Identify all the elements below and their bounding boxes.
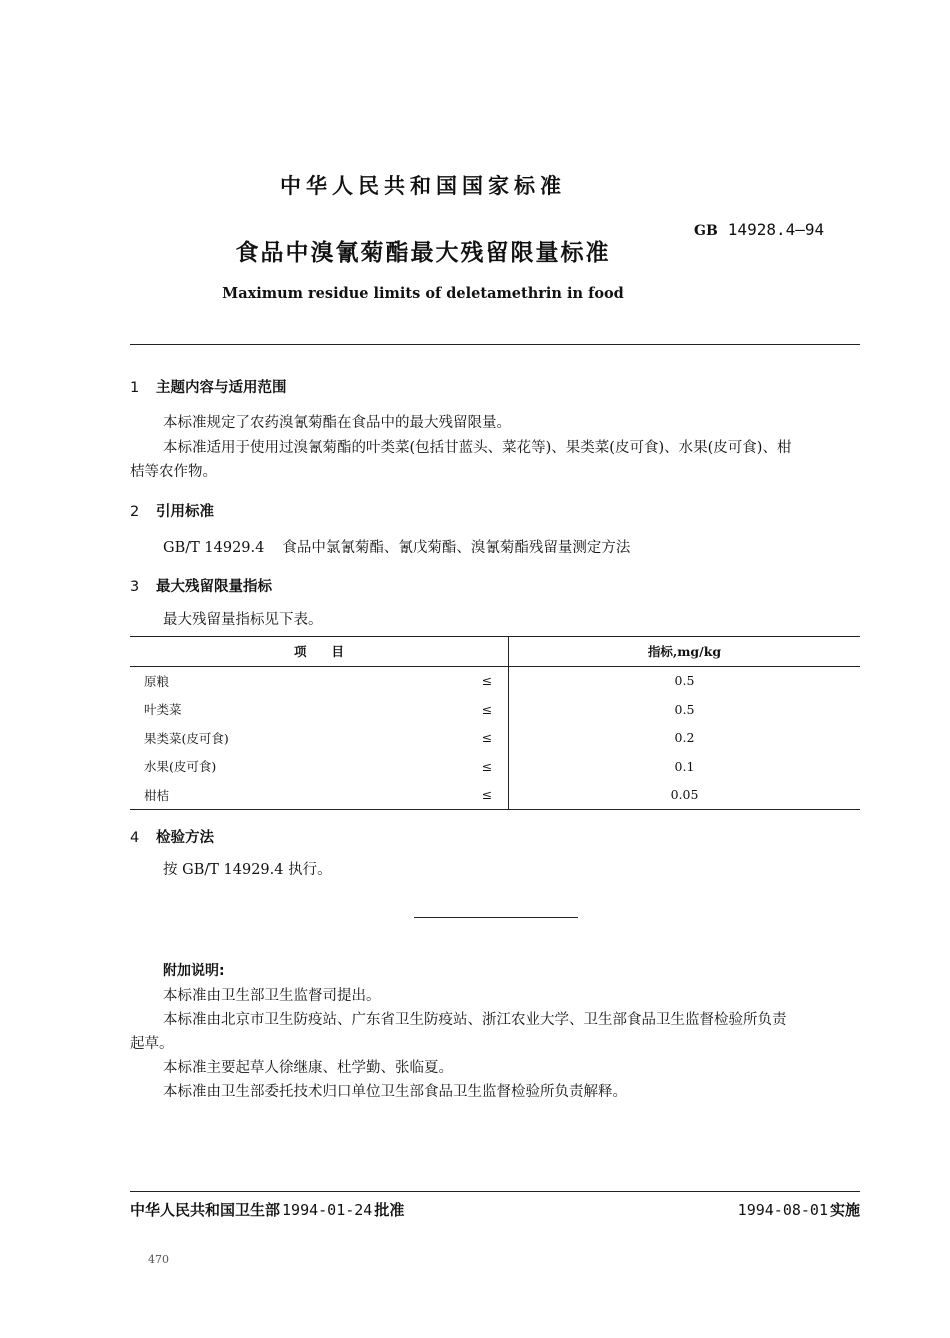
document-title: 食品中溴氰菊酯最大残留限量标准 bbox=[235, 240, 611, 266]
appendix-line: 起草。 bbox=[130, 1036, 174, 1052]
english-title: Maximum residue limits of deletamethrin in food bbox=[222, 285, 624, 302]
reference-entry bbox=[163, 538, 630, 558]
section-title: 主题内容与适用范围 bbox=[156, 380, 287, 396]
approval-statement bbox=[130, 1199, 404, 1220]
row-value: 0.2 bbox=[674, 730, 695, 746]
effective-date: 1994-08-01 bbox=[737, 1201, 828, 1219]
section-1-paragraph-1: 本标准规定了农药溴氰菊酯在食品中的最大残留限量。 bbox=[163, 415, 511, 431]
appendix-line: 本标准由卫生部委托技术归口单位卫生部食品卫生监督检验所负责解释。 bbox=[163, 1084, 627, 1100]
section-number: 2 bbox=[130, 504, 140, 520]
approval-word: 批准 bbox=[374, 1201, 405, 1219]
appendix-line: 本标准由卫生部卫生监督司提出。 bbox=[163, 988, 381, 1004]
appendix-line: 本标准主要起草人徐继康、杜学勤、张临夏。 bbox=[163, 1060, 453, 1076]
row-value: 0.05 bbox=[670, 787, 699, 803]
row-item: 叶类菜 bbox=[144, 702, 182, 718]
section-title: 引用标准 bbox=[156, 504, 214, 520]
row-value: 0.5 bbox=[674, 701, 695, 717]
row-item: 原粮 bbox=[144, 673, 170, 689]
row-item: 水果(皮可食) bbox=[144, 759, 217, 775]
row-operator: ≤ bbox=[466, 695, 509, 724]
approval-date: 1994-01-24 bbox=[282, 1201, 373, 1219]
section-1-paragraph-2: 本标准适用于使用过溴氰菊酯的叶类菜(包括甘蓝头、菜花等)、果类菜(皮可食)、水果(皮可食)、柑 bbox=[163, 440, 792, 456]
table-header-row bbox=[130, 637, 860, 667]
section-4-text: 按 GB/T 14929.4 执行。 bbox=[163, 862, 332, 878]
table-row bbox=[130, 695, 860, 724]
residue-limits-table bbox=[130, 636, 860, 810]
approval-org: 中华人民共和国卫生部 bbox=[130, 1201, 281, 1219]
section-1-paragraph-2-cont: 桔等农作物。 bbox=[130, 464, 217, 480]
header-limit: 指标,mg/kg bbox=[647, 644, 722, 660]
section-number: 3 bbox=[130, 579, 140, 595]
section-title: 检验方法 bbox=[156, 830, 214, 846]
section-title: 最大残留限量指标 bbox=[156, 579, 272, 595]
row-item: 柑桔 bbox=[144, 787, 170, 803]
end-rule bbox=[414, 917, 578, 918]
section-4-heading bbox=[130, 826, 214, 847]
standard-prefix: GB bbox=[694, 223, 718, 239]
row-value: 0.5 bbox=[674, 673, 695, 689]
section-3-heading bbox=[130, 575, 272, 596]
reference-name: 食品中氯氰菊酯、氰戊菊酯、溴氰菊酯残留量测定方法 bbox=[282, 540, 631, 556]
reference-code: GB/T 14929.4 bbox=[163, 540, 265, 556]
section-1-heading bbox=[130, 376, 287, 397]
row-operator: ≤ bbox=[466, 781, 509, 810]
page-number: 470 bbox=[148, 1253, 169, 1266]
row-operator: ≤ bbox=[466, 666, 509, 695]
section-number: 1 bbox=[130, 380, 140, 396]
row-operator: ≤ bbox=[466, 752, 509, 781]
appendix-line: 本标准由北京市卫生防疫站、广东省卫生防疫站、浙江农业大学、卫生部食品卫生监督检验所负责 bbox=[163, 1012, 787, 1028]
standard-code bbox=[694, 220, 824, 239]
national-standard-heading: 中华人民共和国国家标准 bbox=[280, 174, 566, 198]
appendix-title: 附加说明: bbox=[163, 963, 225, 979]
standard-number: 14928.4—94 bbox=[727, 220, 825, 239]
effective-word: 实施 bbox=[829, 1201, 860, 1219]
effective-statement bbox=[738, 1199, 860, 1220]
table-row bbox=[130, 752, 860, 781]
footer-rule bbox=[130, 1191, 860, 1192]
header-rule bbox=[130, 344, 860, 345]
row-value: 0.1 bbox=[674, 758, 695, 774]
section-number: 4 bbox=[130, 830, 140, 846]
table-row bbox=[130, 724, 860, 753]
row-item: 果类菜(皮可食) bbox=[144, 730, 229, 746]
table-row bbox=[130, 666, 860, 695]
header-item: 项 目 bbox=[130, 637, 509, 667]
table-row bbox=[130, 781, 860, 810]
table-intro: 最大残留量指标见下表。 bbox=[163, 612, 323, 628]
section-2-heading bbox=[130, 500, 214, 521]
row-operator: ≤ bbox=[466, 724, 509, 753]
